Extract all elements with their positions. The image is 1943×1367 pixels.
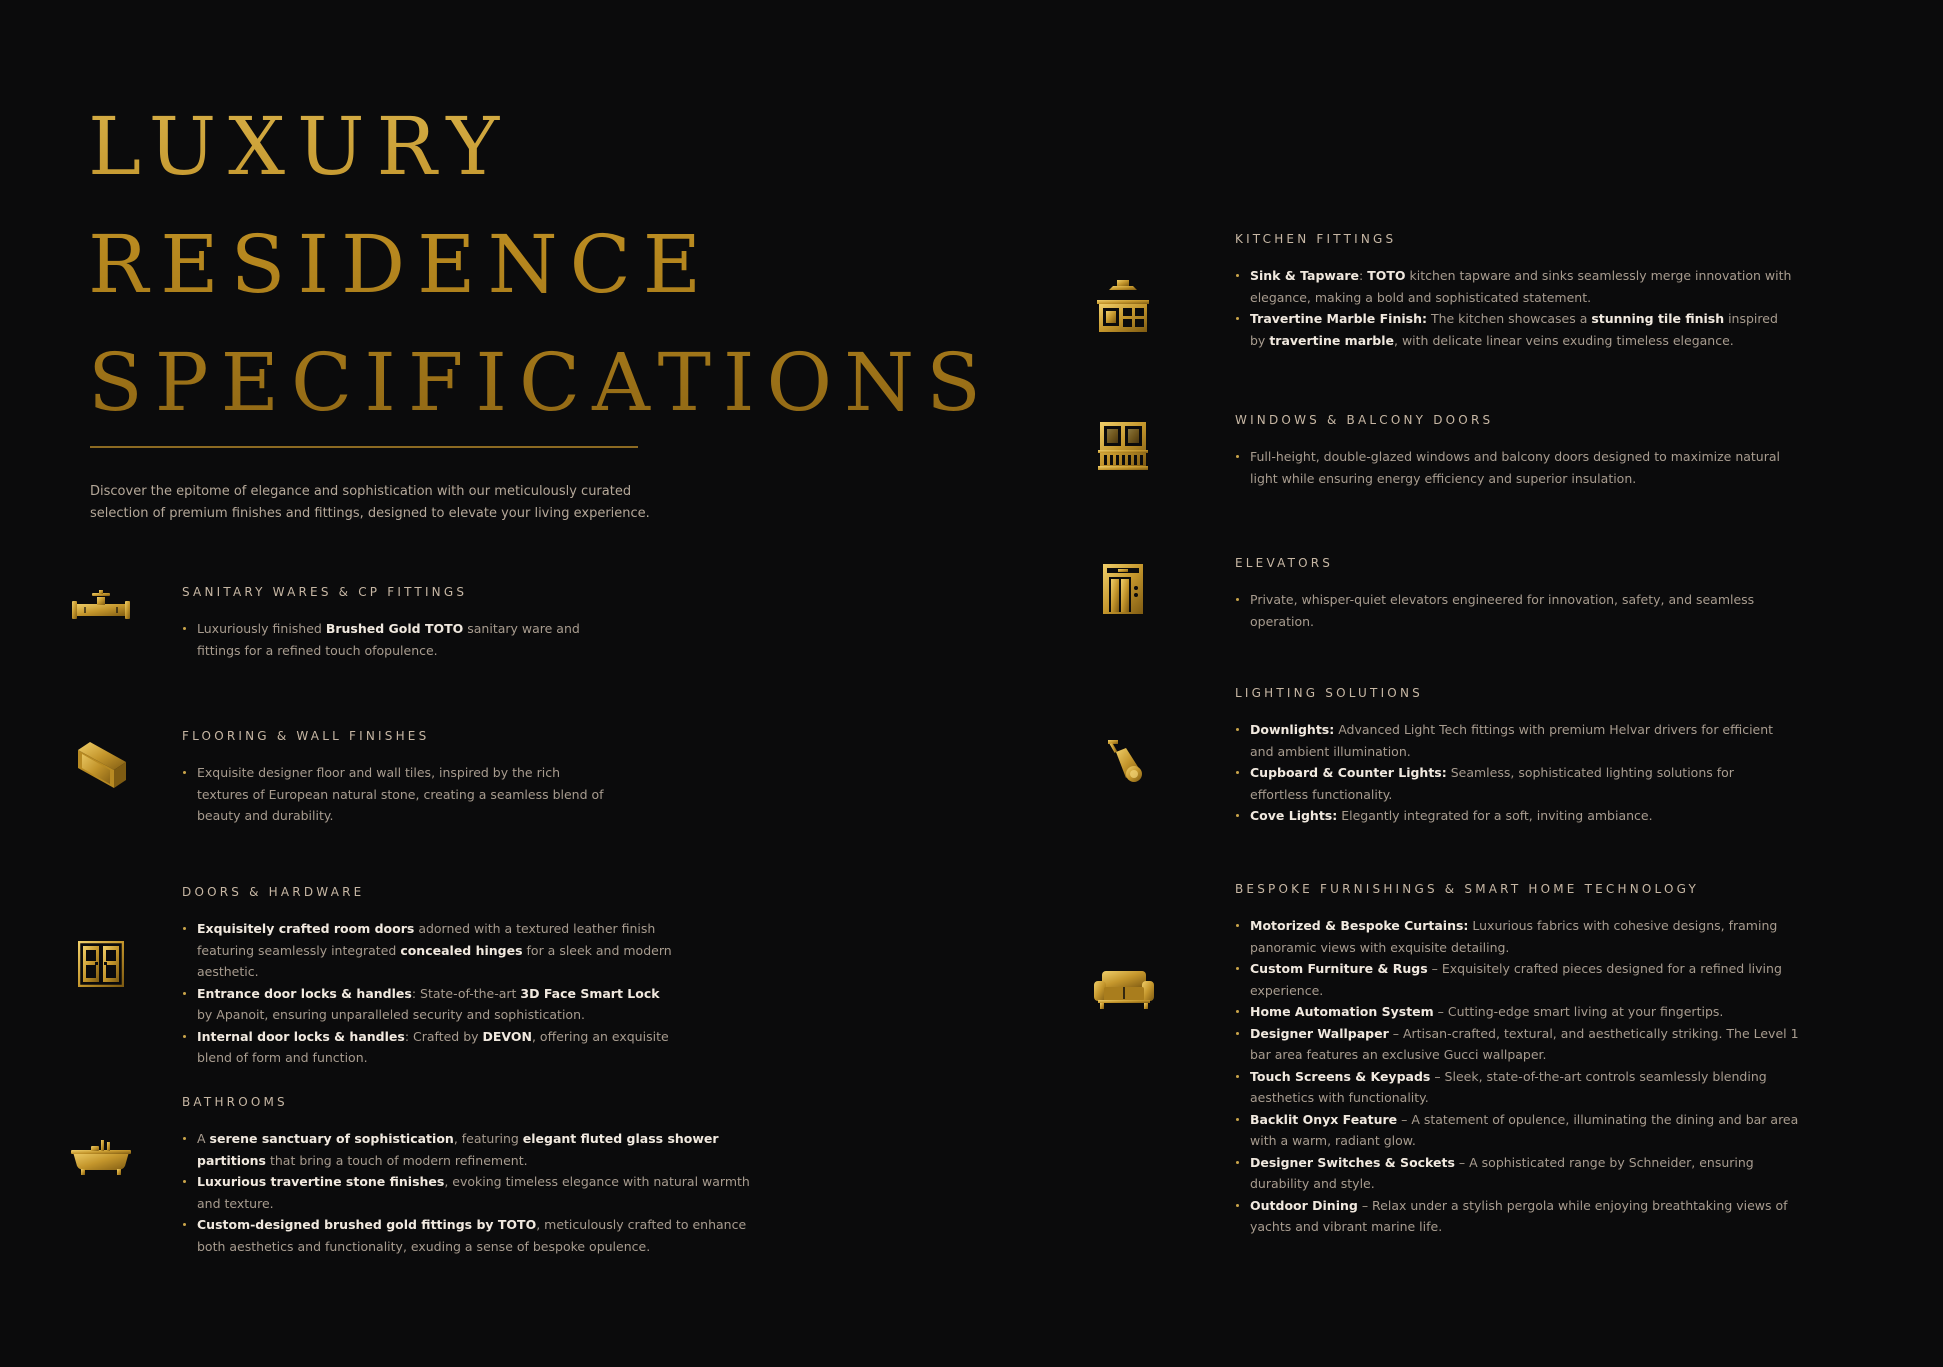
section-heading: BESPOKE FURNISHINGS & SMART HOME TECHNOLOGY [1235, 882, 1700, 896]
section-bespoke [1235, 882, 1815, 1238]
section-heading: SANITARY WARES & CP FITTINGS [182, 585, 468, 599]
section-elevators [1235, 556, 1795, 632]
tile-icon [76, 740, 128, 790]
list-item: Motorized & Bespoke Curtains: Luxurious fabrics with cohesive designs, framing panoramic views with exquisite detailing. [1235, 915, 1815, 958]
list-item: Backlit Onyx Feature – A statement of opulence, illuminating the dining and bar area with a warm, radiant glow. [1235, 1109, 1815, 1152]
spec-list [182, 918, 672, 1069]
section-heading: KITCHEN FITTINGS [1235, 232, 1397, 246]
list-item: Custom-designed brushed gold fittings by TOTO, meticulously crafted to enhance both aesthetics and functionality, exuding a sense of bespoke opulence. [182, 1214, 772, 1257]
list-item: Custom Furniture & Rugs – Exquisitely crafted pieces designed for a refined living experience. [1235, 958, 1815, 1001]
section-flooring [182, 729, 612, 827]
spec-list [1235, 265, 1795, 351]
elevator-icon [1103, 564, 1143, 614]
title-line-3: SPECIFICATIONS [88, 336, 993, 429]
list-item: Exquisite designer floor and wall tiles, inspired by the rich textures of European natural stone, creating a seamless blend of beauty and durability. [182, 762, 612, 827]
section-heading: FLOORING & WALL FINISHES [182, 729, 430, 743]
title-line-1: LUXURY [88, 100, 512, 193]
title-divider [90, 446, 638, 448]
list-item: Travertine Marble Finish: The kitchen showcases a stunning tile finish inspired by travertine marble, with delicate linear veins exuding timeless elegance. [1235, 308, 1795, 351]
list-item: Entrance door locks & handles: State-of-the-art 3D Face Smart Lock by Apanoit, ensuring unparalleled security and sophistication. [182, 983, 672, 1026]
list-item: Private, whisper-quiet elevators engineered for innovation, safety, and seamless operation. [1235, 589, 1795, 632]
list-item: Luxurious travertine stone finishes, evoking timeless elegance with natural warmth and texture. [182, 1171, 772, 1214]
bathtub-icon [71, 1138, 131, 1176]
list-item: A serene sanctuary of sophistication, featuring elegant fluted glass shower partitions that bring a touch of modern refinement. [182, 1128, 772, 1171]
sofa-icon [1094, 969, 1154, 1009]
list-item: Designer Switches & Sockets – A sophisticated range by Schneider, ensuring durability and style. [1235, 1152, 1815, 1195]
section-heading: ELEVATORS [1235, 556, 1334, 570]
list-item: Full-height, double-glazed windows and balcony doors designed to maximize natural light while ensuring energy efficiency and superior insulation. [1235, 446, 1795, 489]
spec-list [1235, 446, 1795, 489]
list-item: Exquisitely crafted room doors adorned with a textured leather finish featuring seamlessly integrated concealed hinges for a sleek and modern aesthetic. [182, 918, 672, 983]
section-heading: LIGHTING SOLUTIONS [1235, 686, 1423, 700]
page-title [88, 88, 993, 442]
list-item: Luxuriously finished Brushed Gold TOTO sanitary ware and fittings for a refined touch ofopulence. [182, 618, 612, 661]
pendant-light-icon [1104, 740, 1146, 784]
section-windows [1235, 413, 1795, 489]
section-doors [182, 885, 672, 1069]
title-line-2: RESIDENCE [88, 218, 714, 311]
spec-list [182, 618, 612, 661]
list-item: Touch Screens & Keypads – Sleek, state-of-the-art controls seamlessly blending aesthetics with functionality. [1235, 1066, 1815, 1109]
list-item: Sink & Tapware: TOTO kitchen tapware and sinks seamlessly merge innovation with elegance, making a bold and sophisticated statement. [1235, 265, 1795, 308]
section-lighting [1235, 686, 1795, 827]
spec-list [182, 762, 612, 827]
list-item: Downlights: Advanced Light Tech fittings with premium Helvar drivers for efficient and ambient illumination. [1235, 719, 1795, 762]
section-kitchen [1235, 232, 1795, 351]
double-door-icon [78, 941, 124, 987]
spec-list [1235, 589, 1795, 632]
balcony-door-icon [1098, 422, 1148, 470]
spec-list [182, 1128, 772, 1257]
faucet-icon [72, 590, 130, 626]
kitchen-icon [1097, 280, 1149, 332]
section-heading: BATHROOMS [182, 1095, 288, 1109]
list-item: Designer Wallpaper – Artisan-crafted, textural, and aesthetically striking. The Level 1 bar area features an exclusive Gucci wallpaper. [1235, 1023, 1815, 1066]
spec-list [1235, 915, 1815, 1238]
spec-list [1235, 719, 1795, 827]
list-item: Cove Lights: Elegantly integrated for a soft, inviting ambiance. [1235, 805, 1795, 827]
list-item: Outdoor Dining – Relax under a stylish pergola while enjoying breathtaking views of yachts and vibrant marine life. [1235, 1195, 1815, 1238]
section-sanitary [182, 585, 612, 661]
list-item: Internal door locks & handles: Crafted by DEVON, offering an exquisite blend of form and function. [182, 1026, 672, 1069]
list-item: Cupboard & Counter Lights: Seamless, sophisticated lighting solutions for effortless functionality. [1235, 762, 1795, 805]
section-bathrooms [182, 1095, 772, 1257]
list-item: Home Automation System – Cutting-edge smart living at your fingertips. [1235, 1001, 1815, 1023]
section-heading: DOORS & HARDWARE [182, 885, 365, 899]
section-heading: WINDOWS & BALCONY DOORS [1235, 413, 1494, 427]
intro-text: Discover the epitome of elegance and sophistication with our meticulously curated selection of premium finishes and fittings, designed to elevate your living experience. [90, 484, 650, 521]
